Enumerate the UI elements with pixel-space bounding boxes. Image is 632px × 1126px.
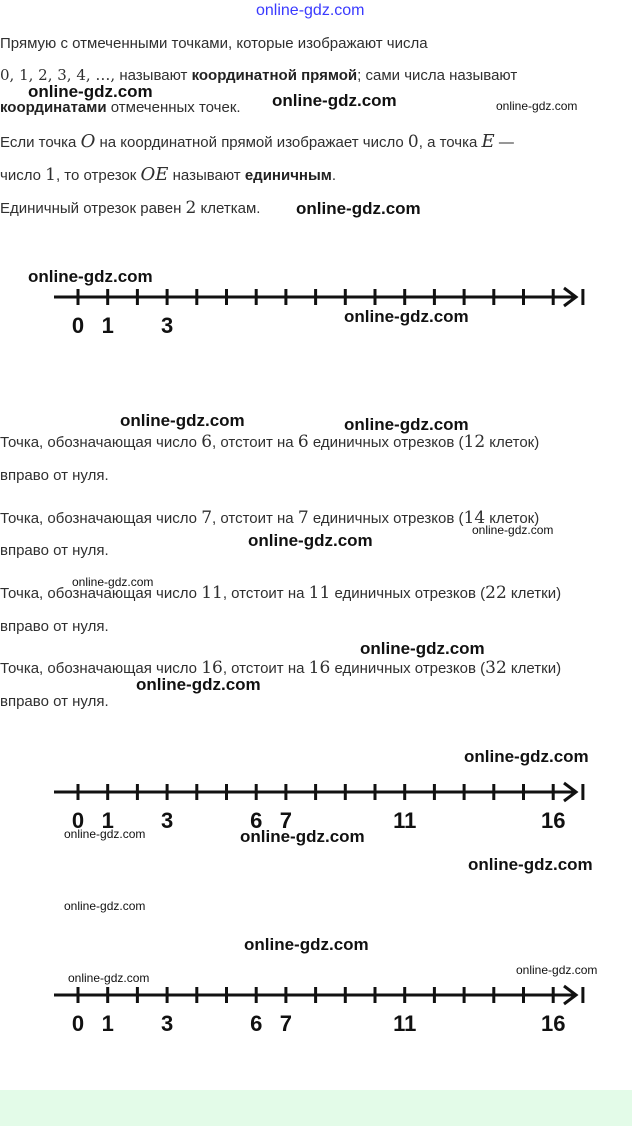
intro-text: отмеченных точек. [106, 99, 241, 116]
statement-text: клетки) [506, 585, 562, 602]
watermark: online-gdz.com [344, 415, 469, 434]
intro-text: ; сами числа называют [357, 67, 518, 84]
watermark: online-gdz.com [248, 531, 373, 550]
number-line-2 [0, 778, 632, 828]
watermark: online-gdz.com [120, 411, 245, 430]
intro-text: число [0, 167, 46, 184]
tick-label: 3 [160, 1011, 174, 1031]
tick-label: 11 [393, 808, 417, 828]
statement-16 [0, 658, 561, 678]
watermark: online-gdz.com [64, 899, 146, 913]
statement-7 [0, 508, 539, 528]
statement-text: , отстоит на [222, 660, 309, 677]
bottom-band [0, 1090, 632, 1126]
tick-label: 1 [101, 808, 114, 828]
number-line-1 [0, 283, 632, 333]
statement-6-line-2: вправо от нуля. [0, 467, 109, 484]
tick-label: 0 [71, 1011, 85, 1031]
tick-label: 11 [393, 1011, 417, 1031]
statement-text: единичных отрезков ( [330, 660, 486, 677]
intro-text: . [331, 167, 337, 184]
statement-7-line-2: вправо от нуля. [0, 542, 109, 559]
statement-text: единичных отрезков ( [308, 434, 464, 451]
intro-line-5 [0, 164, 336, 185]
intro-line-6 [0, 198, 260, 218]
math-cells: 12 [463, 432, 486, 452]
intro-text: , то отрезок [55, 167, 141, 184]
tick-label: 6 [250, 1011, 263, 1031]
tick-label: 0 [71, 808, 85, 828]
watermark: online-gdz.com [360, 639, 485, 658]
statement-text: Точка, обозначающая число [0, 434, 202, 451]
statement-text: Точка, обозначающая число [0, 660, 202, 677]
math-number: 11 [308, 583, 331, 603]
statement-text: клеток) [485, 510, 540, 527]
point-O: O [80, 131, 96, 152]
statement-6 [0, 432, 539, 452]
tick-label: 6 [250, 808, 263, 828]
term-unit: единичным [244, 167, 332, 184]
intro-line-1: Прямую с отмеченными точками, которые изображают числа [0, 35, 428, 52]
tick-label: 1 [101, 1011, 114, 1031]
statement-text: клеток) [485, 434, 540, 451]
math-number: 7 [297, 508, 309, 528]
math-one: 1 [45, 165, 56, 185]
tick-label: 1 [101, 313, 114, 333]
statement-text: Точка, обозначающая число [0, 585, 202, 602]
watermark: online-gdz.com [136, 675, 261, 694]
intro-text: на координатной прямой изображает число [95, 134, 408, 151]
math-cells: 32 [485, 658, 507, 678]
intro-text: называют [168, 167, 245, 184]
point-E: E [481, 131, 495, 152]
intro-text: Если точка [0, 134, 81, 151]
statement-text: единичных отрезков ( [308, 510, 464, 527]
math-number: 7 [201, 508, 213, 528]
intro-text: клеткам. [196, 200, 261, 217]
watermark: online-gdz.com [244, 935, 369, 954]
watermark: online-gdz.com [344, 307, 469, 326]
statement-text: единичных отрезков ( [330, 585, 486, 602]
watermark: online-gdz.com [240, 827, 365, 846]
math-number: 11 [201, 583, 223, 603]
math-number: 16 [201, 658, 223, 678]
watermark: online-gdz.com [28, 82, 153, 101]
watermark: online-gdz.com [496, 99, 578, 113]
watermark: online-gdz.com [464, 747, 589, 766]
watermark: online-gdz.com [296, 199, 421, 218]
math-cells: 22 [485, 583, 507, 603]
math-cells: 14 [463, 508, 486, 528]
statement-text: Точка, обозначающая число [0, 510, 202, 527]
intro-line-4 [0, 131, 514, 152]
watermark: online-gdz.com [272, 91, 397, 110]
math-two: 2 [185, 198, 197, 218]
watermark: online-gdz.com [468, 855, 593, 874]
watermark: online-gdz.com [64, 827, 146, 841]
intro-text: Единичный отрезок равен [0, 200, 186, 217]
tick-label: 7 [279, 1011, 293, 1031]
watermark: online-gdz.com [68, 971, 150, 985]
tick-label: 7 [279, 808, 293, 828]
tick-label: 16 [540, 1011, 566, 1031]
term-coordinates: координатами [0, 99, 107, 116]
intro-text: — [494, 134, 514, 151]
statement-text: , отстоит на [222, 585, 309, 602]
top-watermark: online-gdz.com [256, 2, 365, 19]
watermark: online-gdz.com [72, 575, 154, 589]
math-number: 6 [297, 432, 309, 452]
tick-label: 0 [71, 313, 85, 333]
statement-text: , отстоит на [212, 434, 298, 451]
number-line-3 [0, 981, 632, 1031]
statement-text: клетки) [506, 660, 562, 677]
math-zero: 0 [407, 132, 419, 152]
tick-label: 3 [160, 808, 174, 828]
segment-OE: OE [140, 164, 169, 185]
numbers-sequence: 0, 1, 2, 3, 4, …, [0, 66, 116, 84]
math-number: 6 [201, 432, 213, 452]
statement-16-line-2: вправо от нуля. [0, 693, 109, 710]
term-coordinate-line: координатной прямой [191, 67, 358, 84]
watermark: online-gdz.com [28, 267, 153, 286]
statement-text: , отстоит на [212, 510, 298, 527]
statement-11-line-2: вправо от нуля. [0, 618, 109, 635]
tick-label: 16 [540, 808, 566, 828]
watermark: online-gdz.com [472, 523, 554, 537]
math-number: 16 [308, 658, 331, 678]
intro-text: , а точка [418, 134, 482, 151]
intro-text: называют [115, 67, 192, 84]
tick-label: 3 [160, 313, 174, 333]
watermark: online-gdz.com [516, 963, 598, 977]
